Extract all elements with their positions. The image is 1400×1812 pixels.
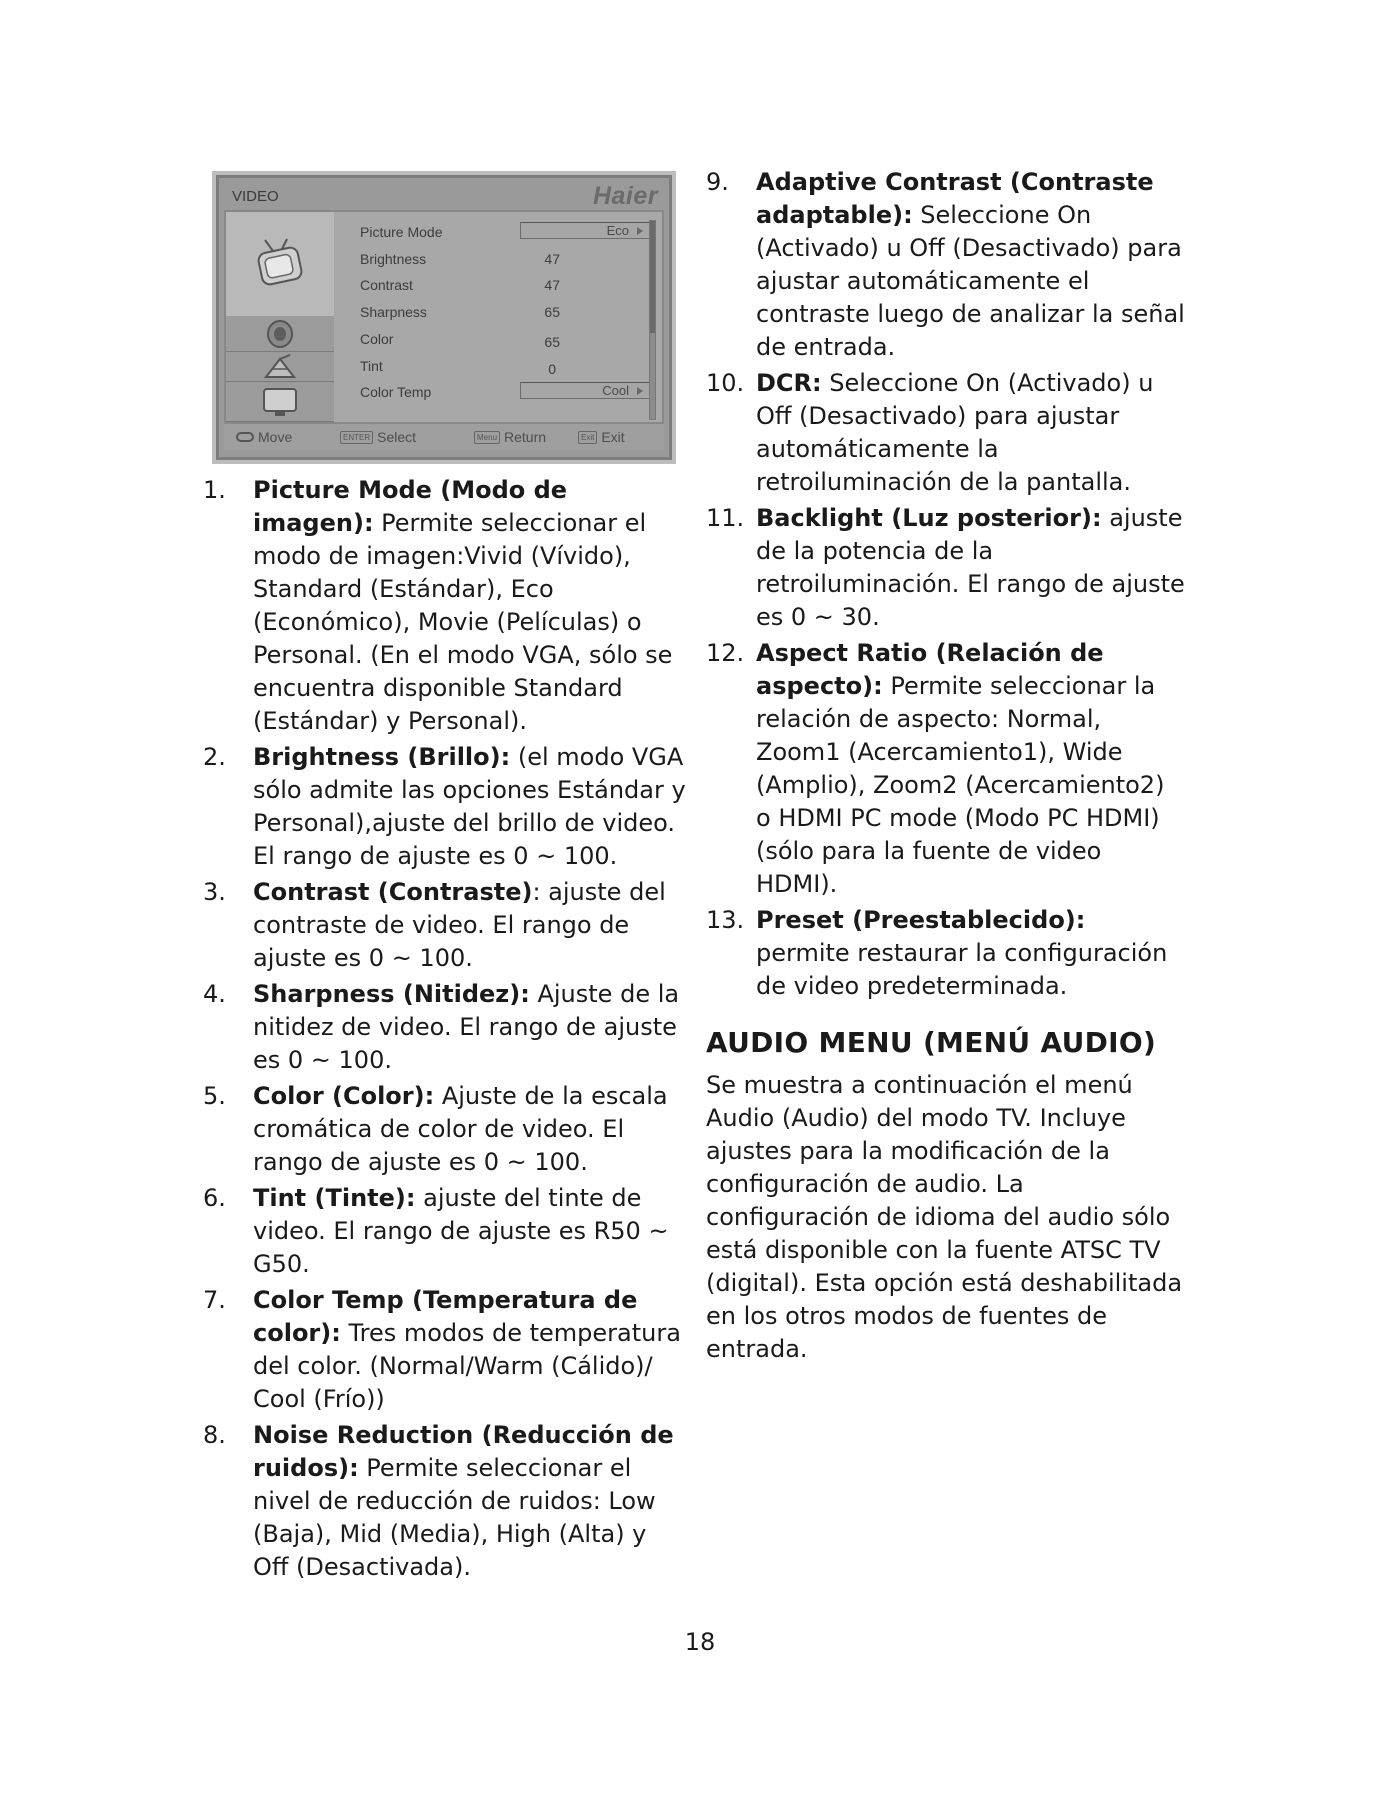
osd-label: Tint xyxy=(360,358,383,374)
picture-mode-value: Eco xyxy=(606,223,629,238)
item-term: Color (Color): xyxy=(253,1082,435,1110)
footer-move xyxy=(236,429,292,445)
osd-label: Contrast xyxy=(360,277,413,293)
item-term: Brightness (Brillo): xyxy=(253,743,511,771)
osd-label: Color xyxy=(360,331,394,347)
osd-value: 65 xyxy=(544,334,560,350)
item-text: Permite seleccionar el nivel de reducción de ruidos: Low (Baja), Mid (Media), High (Alta) y Off (Desactivada). xyxy=(253,1454,656,1581)
footer-exit-label: Exit xyxy=(601,429,625,445)
item-term: Backlight (Luz posterior): xyxy=(756,504,1102,532)
item-text: (el modo VGA sólo admite las opciones Estándar y Personal),ajuste del brillo de video. El rango de ajuste es 0 ~ 100. xyxy=(253,743,686,870)
osd-row-color[interactable] xyxy=(360,327,650,351)
tab-video[interactable] xyxy=(226,212,334,316)
satellite-icon xyxy=(260,353,300,381)
tab-channel[interactable] xyxy=(226,352,334,382)
item-text: Seleccione On (Activado) u Off (Desactivado) para ajustar automáticamente la retroiluminación de la pantalla. xyxy=(756,369,1154,496)
list-item xyxy=(203,1080,689,1179)
osd-scrollbar[interactable] xyxy=(649,220,656,420)
osd-label: Picture Mode xyxy=(360,224,443,240)
speaker-icon xyxy=(260,318,300,350)
list-item xyxy=(706,637,1186,901)
osd-header xyxy=(224,182,664,210)
osd-title: VIDEO xyxy=(232,188,279,205)
osd-row-picture-mode[interactable] xyxy=(360,220,650,244)
osd-tabs xyxy=(226,212,334,422)
video-settings-list-1-8 xyxy=(203,474,689,1584)
list-item xyxy=(706,502,1186,634)
osd-row-sharpness[interactable] xyxy=(360,300,650,324)
osd-value: 0 xyxy=(548,361,556,377)
item-term: Picture Mode (Modo de imagen): xyxy=(253,476,568,537)
list-item xyxy=(706,367,1186,499)
osd-value: 47 xyxy=(544,277,560,293)
arrow-right-icon xyxy=(637,387,643,395)
item-number: 4. xyxy=(203,980,226,1008)
brand-logo: Haier xyxy=(592,182,658,210)
tab-audio[interactable] xyxy=(226,316,334,352)
tv-icon xyxy=(253,237,307,291)
item-term: Color Temp (Temperatura de color): xyxy=(253,1286,638,1347)
footer-select-label: Select xyxy=(377,429,417,445)
item-number: 13. xyxy=(706,906,745,934)
osd-row-tint[interactable] xyxy=(360,354,650,378)
osd-row-contrast[interactable] xyxy=(360,273,650,297)
move-icon xyxy=(236,432,254,442)
osd-row-color-temp[interactable] xyxy=(360,380,650,404)
item-text: Ajuste de la nitidez de video. El rango de ajuste es 0 ~ 100. xyxy=(253,980,680,1074)
item-number: 9. xyxy=(706,168,729,196)
audio-menu-paragraph: Se muestra a continuación el menú Audio (Audio) del modo TV. Incluye ajustes para la modificación de la configuración de audio. La configuración de idioma del audio sólo está disponible con la fuente ATSC TV (digital). Esta opción está deshabilitada en los otros modos de fuentes de entrada. xyxy=(706,1071,1183,1363)
arrow-right-icon xyxy=(637,227,643,235)
osd-footer xyxy=(224,424,664,450)
item-text: Permite seleccionar la relación de aspecto: Normal, Zoom1 (Acercamiento1), Wide (Amplio), Zoom2 (Acercamiento2) o HDMI PC mode (Modo PC HDMI) (sólo para la fuente de video HDMI). xyxy=(756,672,1165,898)
item-number: 10. xyxy=(706,369,745,397)
item-number: 7. xyxy=(203,1286,226,1314)
right-column xyxy=(706,166,1186,1366)
item-number: 6. xyxy=(203,1184,226,1212)
footer-return-label: Return xyxy=(504,429,547,445)
menu-key-icon: Menu xyxy=(474,431,500,444)
color-temp-value: Cool xyxy=(602,383,629,398)
item-number: 5. xyxy=(203,1082,226,1110)
item-text: Permite seleccionar el modo de imagen:Vivid (Vívido), Standard (Estándar), Eco (Económico), Movie (Películas) o Personal. (En el modo VGA, sólo se encuentra disponible Standard (Estándar) y Personal). xyxy=(253,509,673,735)
list-item xyxy=(203,1284,689,1416)
left-column xyxy=(203,474,689,1587)
audio-menu-heading: AUDIO MENU (MENÚ AUDIO) xyxy=(706,1026,1157,1059)
footer-exit xyxy=(578,429,625,445)
osd-value: 47 xyxy=(544,251,560,267)
list-item xyxy=(203,474,689,738)
footer-select xyxy=(340,429,416,445)
item-term: Aspect Ratio (Relación de aspecto): xyxy=(756,639,1104,700)
item-number: 12. xyxy=(706,639,745,667)
list-item xyxy=(203,741,689,873)
tab-setup[interactable] xyxy=(226,382,334,422)
osd-row-brightness[interactable] xyxy=(360,247,650,271)
item-term: Tint (Tinte): xyxy=(253,1184,416,1212)
footer-return xyxy=(474,429,546,445)
item-text: Tres modos de temperatura del color. (Normal/Warm (Cálido)/ Cool (Frío)) xyxy=(253,1319,681,1413)
item-term: Noise Reduction (Reducción de ruidos): xyxy=(253,1421,674,1482)
item-term: Sharpness (Nitidez): xyxy=(253,980,530,1008)
item-text: Ajuste de la escala cromática de color de video. El rango de ajuste es 0 ~ 100. xyxy=(253,1082,668,1176)
osd-body xyxy=(224,210,664,424)
osd-label: Sharpness xyxy=(360,304,427,320)
item-number: 2. xyxy=(203,743,226,771)
exit-key-icon: Exit xyxy=(578,431,597,444)
page-number: 18 xyxy=(684,1628,716,1656)
list-item xyxy=(203,978,689,1077)
video-osd-menu xyxy=(212,171,676,464)
item-text: ajuste del tinte de video. El rango de ajuste es R50 ~ G50. xyxy=(253,1184,669,1278)
item-term: DCR: xyxy=(756,369,822,397)
screen-icon xyxy=(260,386,300,418)
item-term: Adaptive Contrast (Contraste adaptable): xyxy=(756,168,1154,229)
list-item xyxy=(203,876,689,975)
list-item xyxy=(706,166,1186,364)
item-number: 1. xyxy=(203,476,226,504)
scrollbar-thumb[interactable] xyxy=(650,221,655,333)
item-term: Contrast (Contraste) xyxy=(253,878,533,906)
video-settings-list-9-13 xyxy=(706,166,1186,1003)
item-text: ajuste de la potencia de la retroiluminación. El rango de ajuste es 0 ~ 30. xyxy=(756,504,1185,631)
item-number: 3. xyxy=(203,878,226,906)
osd-value: 65 xyxy=(544,304,560,320)
item-text: permite restaurar la configuración de video predeterminada. xyxy=(756,939,1168,1000)
list-item xyxy=(203,1419,689,1584)
color-temp-select[interactable] xyxy=(520,382,650,399)
list-item xyxy=(203,1182,689,1281)
enter-key-icon: ENTER xyxy=(340,431,373,444)
footer-move-label: Move xyxy=(258,429,293,445)
item-text: Seleccione On (Activado) u Off (Desactivado) para ajustar automáticamente el contraste luego de analizar la señal de entrada. xyxy=(756,201,1185,361)
item-term: Preset (Preestablecido): xyxy=(756,906,1086,934)
osd-label: Color Temp xyxy=(360,384,432,400)
item-number: 11. xyxy=(706,504,745,532)
osd-label: Brightness xyxy=(360,251,427,267)
item-text: : ajuste del contraste de video. El rango de ajuste es 0 ~ 100. xyxy=(253,878,666,972)
list-item xyxy=(706,904,1186,1003)
picture-mode-select[interactable] xyxy=(520,222,650,239)
item-number: 8. xyxy=(203,1421,226,1449)
